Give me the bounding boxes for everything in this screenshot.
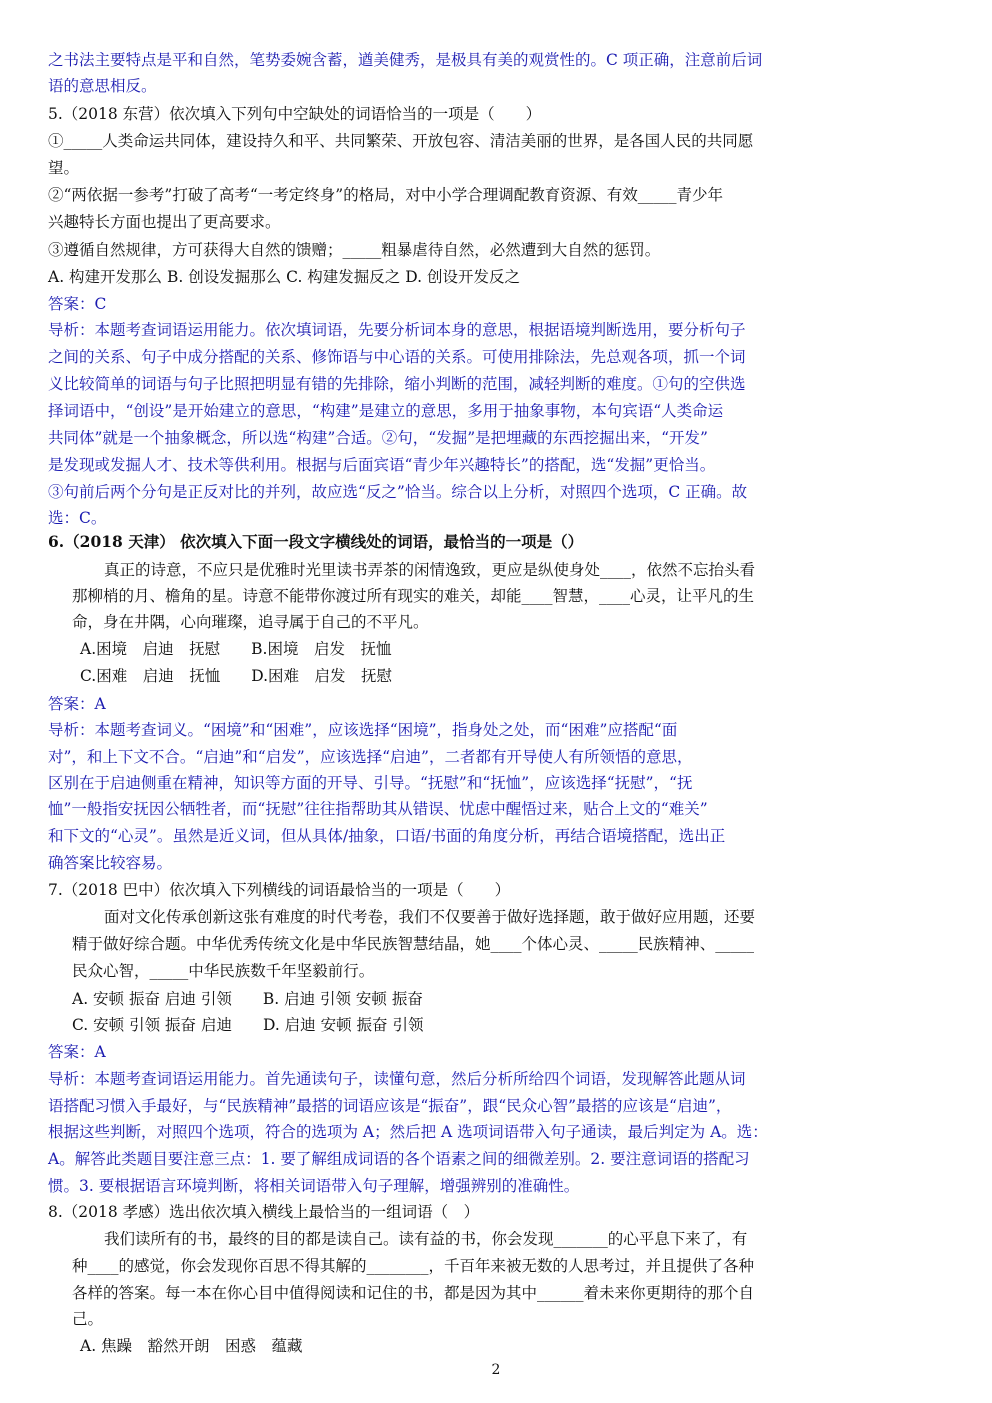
- text-line: 导析：本题考查词语运用能力。依次填词语，先要分析词本身的意思，根据语境判断选用，要分析句子: [48, 321, 746, 339]
- text-line: C.困难 启迪 抚恤 D.困难 启发 抚慰: [80, 667, 393, 685]
- text-line: 6.（2018 天津） 依次填入下面一段文字横线处的词语，最恰当的一项是（）: [48, 532, 584, 551]
- text-line: 之间的关系、句子中成分搭配的关系、修饰语与中心语的关系。可使用排除法，先总观各项，抓一个词: [48, 348, 746, 366]
- text-line: A。解答此类题目要注意三点：1. 要了解组成词语的各个语素之间的细微差别。2. 要注意词语的搭配习: [48, 1150, 750, 1168]
- text-line: ③遵循自然规律，方可获得大自然的馈赠；_____粗暴虐待自然，必然遭到大自然的惩罚。: [48, 241, 661, 259]
- text-line: 我们读所有的书，最终的目的都是读自己。读有益的书，你会发现_______的心平息下来了，有: [104, 1230, 748, 1248]
- text-line: 共同体”就是一个抽象概念，所以选“构建”合适。②句，“发掘”是把埋藏的东西挖掘出来，“开发”: [48, 429, 708, 447]
- text-line: 恤”一般指安抚因公牺牲者，而“抚慰”往往指帮助其从错误、忧虑中醒悟过来，贴合上文的“难关”: [48, 800, 708, 818]
- text-line: C. 安顿 引领 振奋 启迪 D. 启迪 安顿 振奋 引领: [72, 1016, 424, 1034]
- text-line: 命，身在井隅，心向璀璨，追寻属于自己的不平凡。: [72, 613, 429, 631]
- text-line: 真正的诗意，不应只是优雅时光里读书弄茶的闲情逸致，更应是纵使身处____，依然不忘抬头看: [104, 561, 756, 579]
- text-line: ②“两依据一参考”打破了高考“一考定终身”的格局，对中小学合理调配教育资源、有效_____青少年: [48, 186, 723, 204]
- text-line: 导析：本题考查词语运用能力。首先通读句子，读懂句意，然后分析所给四个词语，发现解答此题从词: [48, 1070, 746, 1088]
- text-line: 各样的答案。每一本在你心目中值得阅读和记住的书，都是因为其中______着未来你更期待的那个自: [72, 1284, 755, 1302]
- text-line: 语搭配习惯入手最好，与“民族精神”最搭的词语应该是“振奋”，跟“民众心智”最搭的应该是“启迪”，: [48, 1097, 732, 1115]
- text-line: 语的意思相反。: [48, 77, 157, 95]
- text-line: 答案：A: [48, 695, 106, 713]
- text-line: 义比较简单的词语与句子比照把明显有错的先排除，缩小判断的范围，减轻判断的难度。①句的空供选: [48, 375, 746, 393]
- text-line: 选：C。: [48, 509, 107, 527]
- text-line: 8.（2018 孝感）选出依次填入横线上最恰当的一组词语（ ）: [48, 1203, 480, 1221]
- text-line: 确答案比较容易。: [48, 854, 173, 872]
- text-line: 望。: [48, 159, 80, 177]
- text-line: 5.（2018 东营）依次填入下列句中空缺处的词语恰当的一项是（ ）: [48, 105, 542, 123]
- text-line: 那柳梢的月、檐角的星。诗意不能带你渡过所有现实的难关，却能____智慧，____心灵，让平凡的生: [72, 587, 755, 605]
- text-line: 精于做好综合题。中华优秀传统文化是中华民族智慧结晶，她____个体心灵、_____民族精神、_____: [72, 935, 755, 953]
- text-line: 择词语中，“创设”是开始建立的意思，“构建”是建立的意思，多用于抽象事物，本句宾语“人类命运: [48, 402, 724, 420]
- text-line: A. 焦躁 豁然开朗 困惑 蕴藏: [80, 1337, 303, 1355]
- text-line: 对”，和上下文不合。“启迪”和“启发”，应该选择“启迪”，二者都有开导使人有所领悟的意思，: [48, 748, 693, 766]
- text-line: A. 安顿 振奋 启迪 引领 B. 启迪 引领 安顿 振奋: [72, 990, 423, 1008]
- text-line: 根据这些判断，对照四个选项，符合的选项为 A；然后把 A 选项词语带入句子通读，最后判定为 A。选：: [48, 1123, 768, 1141]
- page-number: 2: [491, 1362, 501, 1378]
- text-line: 兴趣特长方面也提出了更高要求。: [48, 213, 281, 231]
- text-line: 惯。3. 要根据语言环境判断，将相关词语带入句子理解，增强辨别的准确性。: [48, 1177, 580, 1195]
- text-line: 民众心智，_____中华民族数千年坚毅前行。: [72, 962, 375, 980]
- text-line: 区别在于启迪侧重在精神，知识等方面的开导、引导。“抚慰”和“抚恤”，应该选择“抚慰”，“抚: [48, 774, 693, 792]
- text-line: 7.（2018 巴中）依次填入下列横线的词语最恰当的一项是（ ）: [48, 881, 511, 899]
- text-line: 是发现或发掘人才、技术等供利用。根据与后面宾语“青少年兴趣特长”的搭配，选“发掘”更恰当。: [48, 456, 716, 474]
- text-line: 面对文化传承创新这张有难度的时代考卷，我们不仅要善于做好选择题，敢于做好应用题，还要: [104, 908, 756, 926]
- text-line: 之书法主要特点是平和自然，笔势委婉含蓄，遒美健秀，是极具有美的观赏性的。C 项正确，注意前后词: [48, 51, 763, 69]
- text-line: 答案：C: [48, 295, 107, 313]
- text-line: 和下文的“心灵”。虽然是近义词，但从具体/抽象，口语/书面的角度分析，再结合语境搭配，选出正: [48, 827, 726, 845]
- text-line: 己。: [72, 1310, 104, 1328]
- text-line: A. 构建开发那么 B. 创设发掘那么 C. 构建发掘反之 D. 创设开发反之: [48, 268, 520, 286]
- text-line: A.困境 启迪 抚慰 B.困境 启发 抚恤: [80, 640, 392, 658]
- text-line: 答案：A: [48, 1043, 106, 1061]
- text-line: ①_____人类命运共同体，建设持久和平、共同繁荣、开放包容、清洁美丽的世界，是各国人民的共同愿: [48, 132, 754, 150]
- text-line: ③句前后两个分句是正反对比的并列，故应选“反之”恰当。综合以上分析，对照四个选项，C 正确。故: [48, 483, 748, 501]
- text-line: 种____的感觉，你会发现你百思不得其解的________，千百年来被无数的人思考过，并且提供了各种: [72, 1257, 755, 1275]
- text-line: 导析：本题考查词义。“困境”和“困难”，应该选择“困境”，指身处之处，而“困难”应搭配“面: [48, 721, 678, 739]
